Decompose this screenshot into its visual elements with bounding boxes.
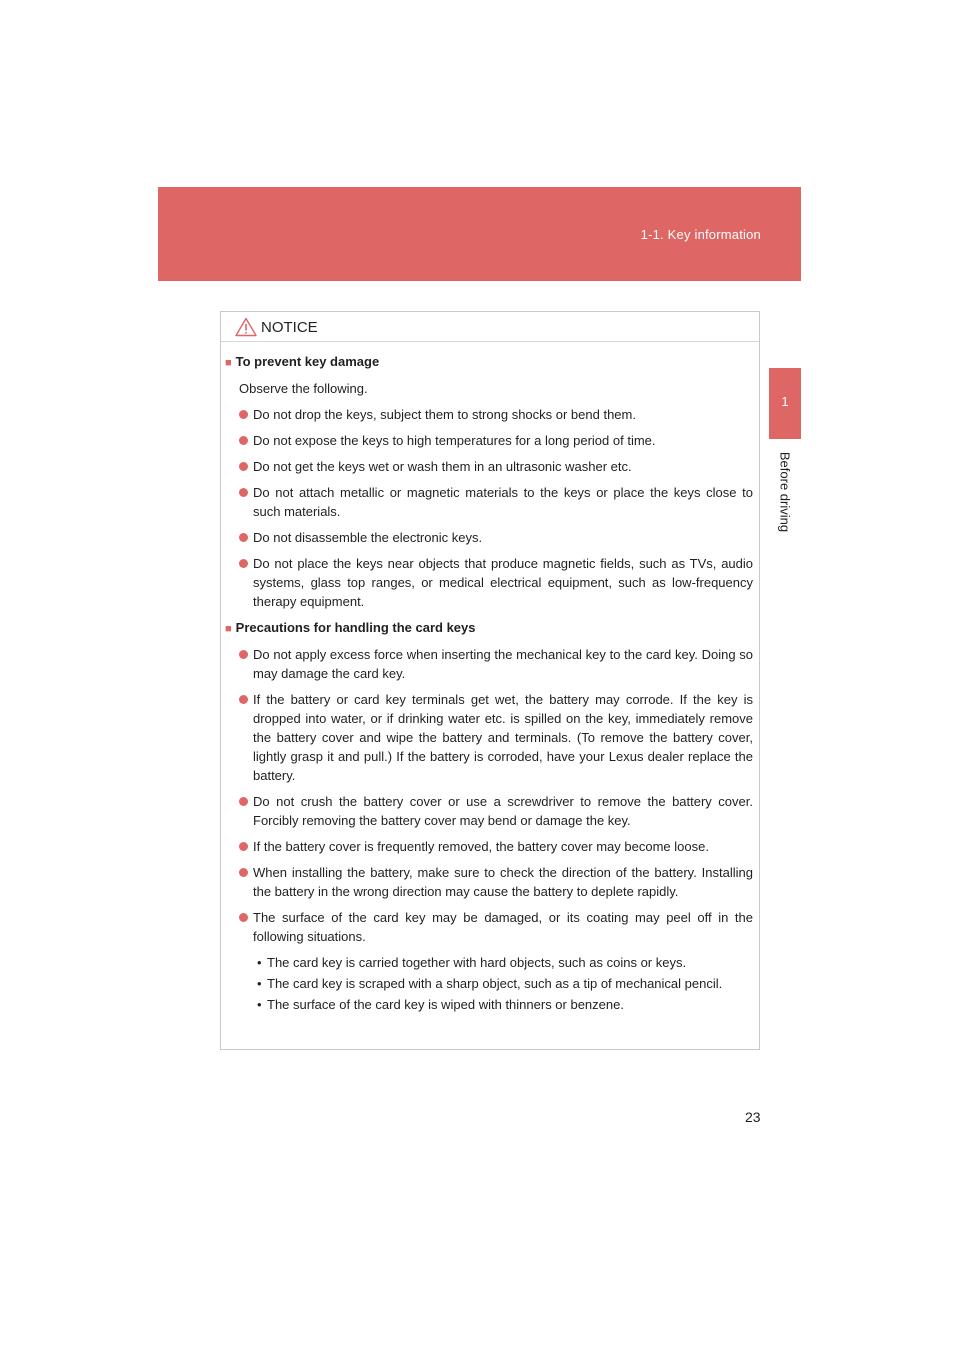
bullet-dot-icon xyxy=(239,842,248,851)
bullet-dot-icon xyxy=(239,410,248,419)
bullet-dot-icon xyxy=(239,436,248,445)
list-item: Do not expose the keys to high temperatures for a long period of time. xyxy=(253,431,753,450)
list-item: Do not drop the keys, subject them to strong shocks or bend them. xyxy=(253,405,753,424)
list-item: Do not place the keys near objects that produce magnetic fields, such as TVs, audio systems, glass top ranges, or medical electrical equipment, such as low-frequency therapy equipment. xyxy=(253,554,753,611)
warning-triangle-icon xyxy=(235,317,257,337)
chapter-number: 1 xyxy=(781,394,789,409)
section-title: 1-1. Key information xyxy=(640,227,761,242)
notice-body xyxy=(221,352,759,1016)
notice-title: NOTICE xyxy=(261,319,318,336)
sub-list-item: • The card key is carried together with hard objects, such as coins or keys. xyxy=(257,955,687,970)
sub-list-item: • The surface of the card key is wiped with thinners or benzene. xyxy=(257,997,624,1012)
chapter-tab xyxy=(769,368,801,439)
bullet-dot-icon xyxy=(239,913,248,922)
bullet-dot-icon xyxy=(239,559,248,568)
page-number: 23 xyxy=(745,1109,761,1125)
bullet-dot-icon xyxy=(239,488,248,497)
list-item: When installing the battery, make sure to check the direction of the battery. Installing the battery in the wrong direction may cause the battery to deplete rapidly. xyxy=(253,863,753,901)
bullet-dot-icon xyxy=(239,868,248,877)
notice-box xyxy=(220,311,760,1050)
square-bullet-icon: ■ xyxy=(225,623,232,635)
list-item: The surface of the card key may be damaged, or its coating may peel off in the following situations. xyxy=(253,908,753,946)
bullet-dot-icon xyxy=(239,797,248,806)
section-heading-text: Precautions for handling the card keys xyxy=(235,620,476,635)
list-item: If the battery or card key terminals get wet, the battery may corrode. If the key is dropped into water, or if drinking water etc. is spilled on the key, immediately remove the battery cover and wipe the battery and terminals. (To remove the battery cover, lightly grasp it and pull.) If the battery is corroded, have your Lexus dealer replace the battery. xyxy=(253,690,753,785)
list-item: Do not disassemble the electronic keys. xyxy=(253,528,753,547)
small-bullet-icon: • xyxy=(257,997,262,1012)
section-heading xyxy=(225,352,759,373)
small-bullet-icon: • xyxy=(257,976,262,991)
list-item: Do not apply excess force when inserting the mechanical key to the card key. Doing so may damage the card key. xyxy=(253,645,753,683)
list-item: If the battery cover is frequently removed, the battery cover may become loose. xyxy=(253,837,753,856)
bullet-dot-icon xyxy=(239,650,248,659)
section-intro: Observe the following. xyxy=(239,381,368,396)
notice-header xyxy=(221,312,759,342)
chapter-header-band xyxy=(158,187,801,281)
sub-list-item: • The card key is scraped with a sharp object, such as a tip of mechanical pencil. xyxy=(257,976,723,991)
list-item: Do not attach metallic or magnetic materials to the keys or place the keys close to such materials. xyxy=(253,483,753,521)
section-heading xyxy=(225,618,759,639)
chapter-label-text: Before driving xyxy=(777,451,793,533)
bullet-dot-icon xyxy=(239,462,248,471)
list-item: Do not get the keys wet or wash them in an ultrasonic washer etc. xyxy=(253,457,753,476)
list-item: Do not crush the battery cover or use a screwdriver to remove the battery cover. Forcibly removing the battery cover may bend or damage the key. xyxy=(253,792,753,830)
section-heading-text: To prevent key damage xyxy=(235,354,380,369)
small-bullet-icon: • xyxy=(257,955,262,970)
bullet-dot-icon xyxy=(239,695,248,704)
square-bullet-icon: ■ xyxy=(225,357,232,369)
bullet-dot-icon xyxy=(239,533,248,542)
